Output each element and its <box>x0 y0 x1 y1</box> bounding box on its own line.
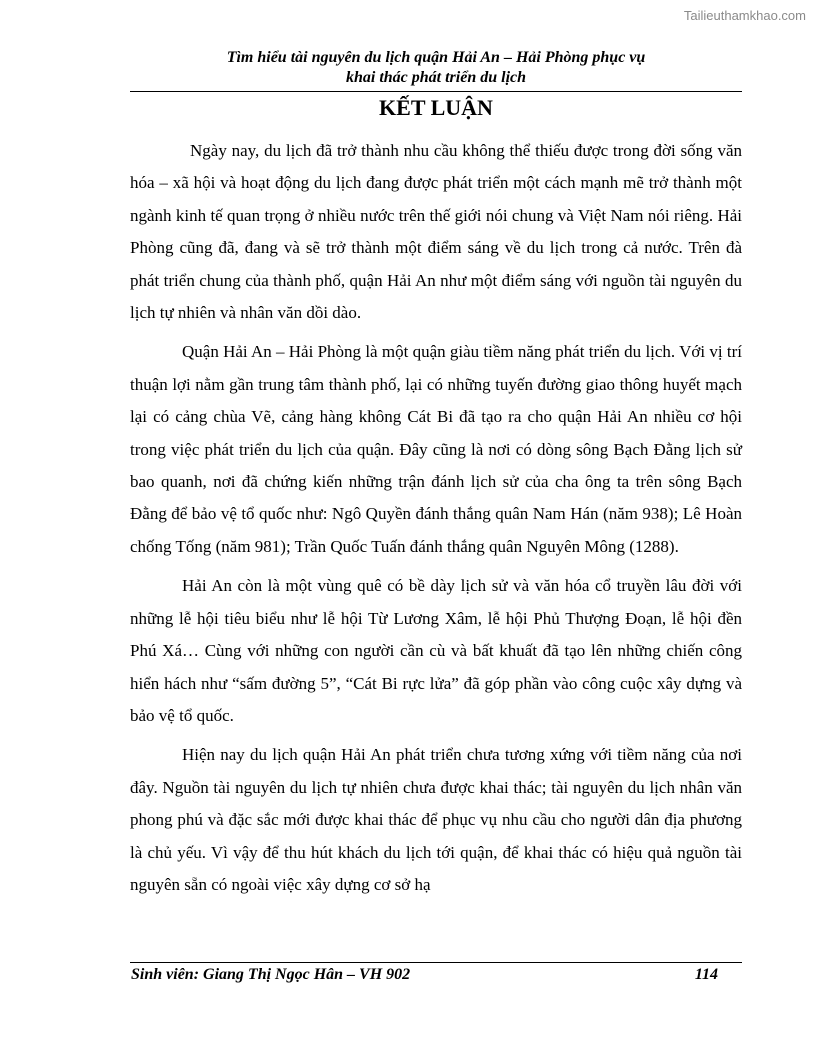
paragraph-4: Hiện nay du lịch quận Hải An phát triển chưa tương xứng với tiềm năng của nơi đây. Nguồn tài nguyên du lịch tự nhiên chưa được khai thác; tài nguyên du lịch nhân văn phong phú và đặc sắc mới được khai thác để phục vụ nhu cầu cho người dân địa phương là chủ yếu. Vì vậy để thu hút khách du lịch tới quận, để khai thác có hiệu quả nguồn tài nguyên sẵn có ngoài việc xây dựng cơ sở hạ <box>130 745 742 894</box>
header-divider <box>130 91 742 92</box>
footer-divider <box>130 962 742 963</box>
body-content <box>130 135 742 901</box>
paragraph-3: Hải An còn là một vùng quê có bề dày lịch sử và văn hóa cổ truyền lâu đời với những lễ hội tiêu biểu như lễ hội Từ Lương Xâm, lễ hội Phủ Thượng Đoạn, lễ hội đền Phú Xá… Cùng với những con người cần cù và bất khuất đã tạo lên những chiến công hiển hách như “sấm đường 5”, “Cát Bi rực lửa” đã góp phần vào công cuộc xây dựng và bảo vệ tổ quốc. <box>130 576 742 725</box>
watermark-text: Tailieuthamkhao.com <box>683 8 806 23</box>
header-line-1: Tìm hiểu tài nguyên du lịch quận Hải An – Hải Phòng phục vụ <box>226 49 646 66</box>
footer-student-name: Sinh viên: Giang Thị Ngọc Hân – VH 902 <box>131 966 411 983</box>
paragraph-1: Ngày nay, du lịch đã trở thành nhu cầu không thể thiếu được trong đời sống văn hóa – xã hội và hoạt động du lịch đang được phát triển một cách mạnh mẽ trở thành một ngành kinh tế quan trọng ở nhiều nước trên thế giới nói chung và Việt Nam nói riêng. Hải Phòng cũng đã, đang và sẽ trở thành một điểm sáng về du lịch trong cả nước. Trên đà phát triển chung của thành phố, quận Hải An như một điểm sáng với nguồn tài nguyên du lịch tự nhiên và nhân văn dồi dào. <box>130 141 742 323</box>
running-header <box>130 48 742 88</box>
page-number: 114 <box>694 966 718 983</box>
page-title: KẾT LUẬN <box>379 95 493 120</box>
header-line-2: khai thác phát triển du lịch <box>345 69 527 86</box>
paragraph-2: Quận Hải An – Hải Phòng là một quận giàu tiềm năng phát triển du lịch. Với vị trí thuận lợi nằm gần trung tâm thành phố, lại có những tuyến đường giao thông huyết mạch lại có cảng chùa Vẽ, cảng hàng không Cát Bi đã tạo ra cho quận Hải An nhiều cơ hội trong việc phát triển du lịch của quận. Đây cũng là nơi có dòng sông Bạch Đằng lịch sử bao quanh, nơi đã chứng kiến những trận đánh lịch sử của cha ông ta trên sông Bạch Đằng để bảo vệ tổ quốc như: Ngô Quyền đánh thắng quân Nam Hán (năm 938); Lê Hoàn chống Tống (năm 981); Trần Quốc Tuấn đánh thắng quân Nguyên Mông (1288). <box>130 342 742 556</box>
